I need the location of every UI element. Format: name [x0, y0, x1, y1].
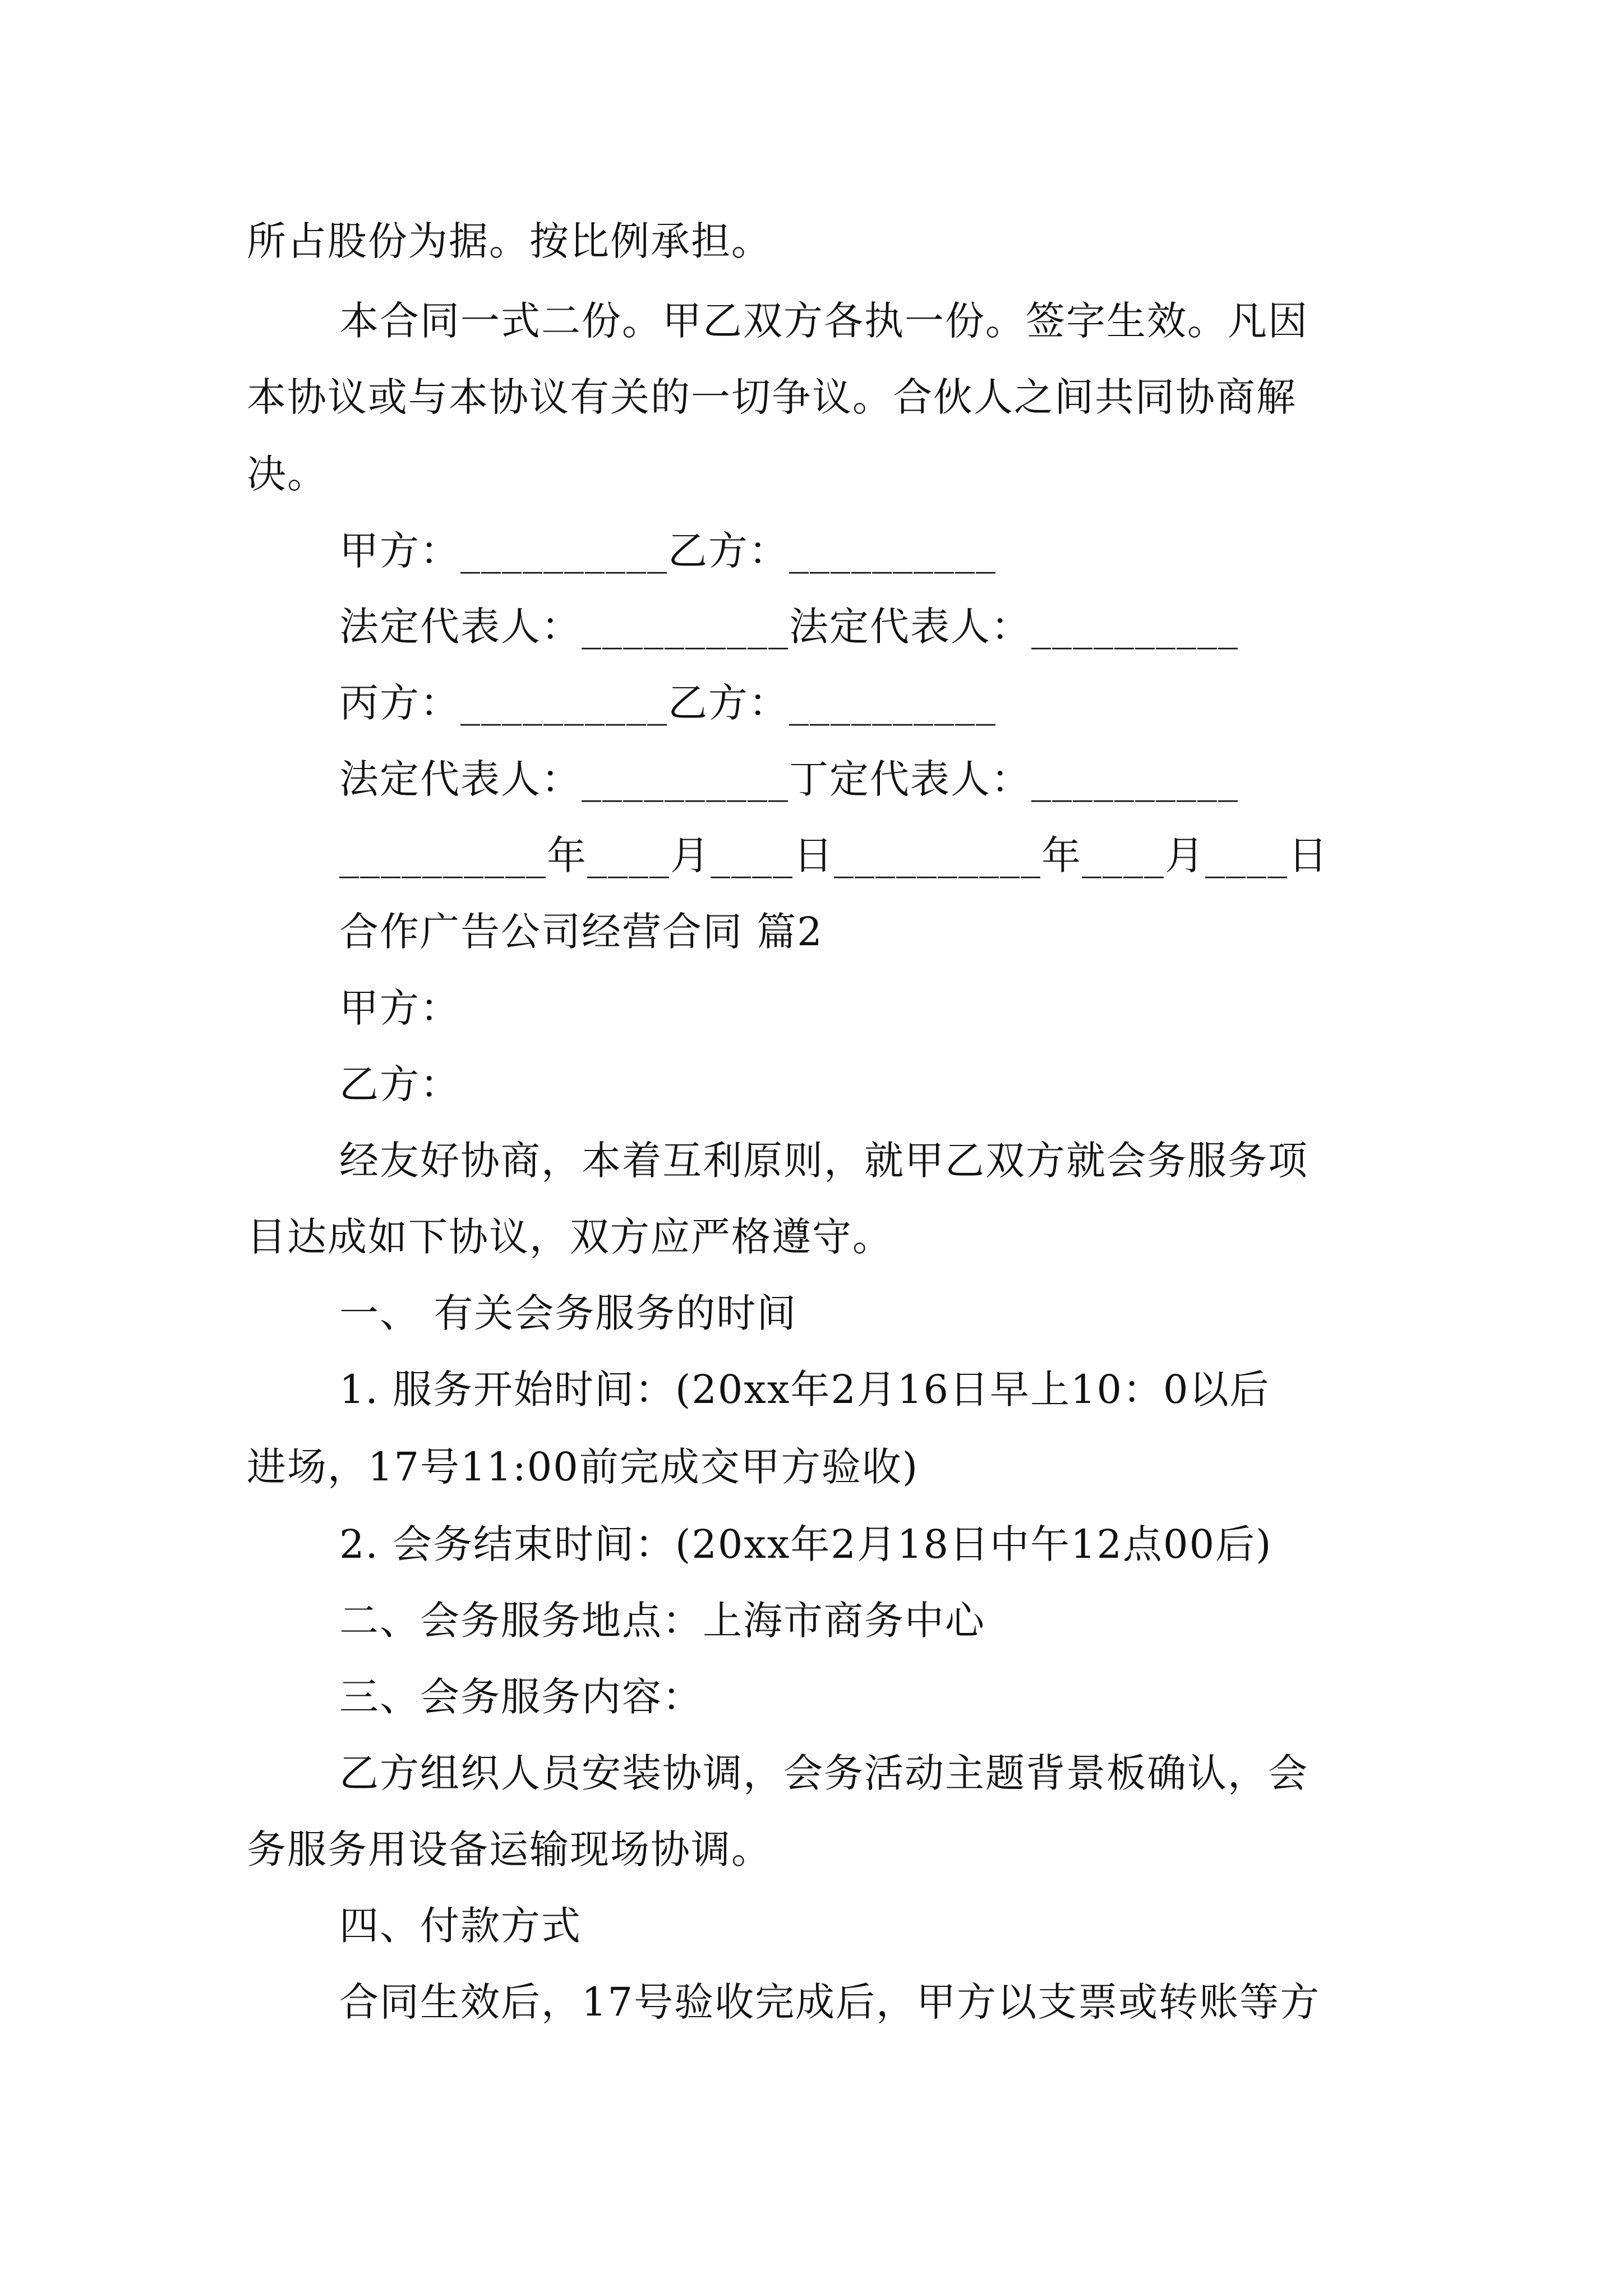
- text-line: 所占股份为据。按比例承担。: [247, 218, 772, 264]
- clause-heading: 四、付款方式: [339, 1903, 582, 1949]
- text-line: 合同生效后，17号验收完成后，甲方以支票或转账等方: [339, 1979, 1321, 2025]
- text-line: 进场，17号11:00前完成交甲方验收): [247, 1444, 919, 1490]
- clause-heading: 三、会务服务内容：: [339, 1674, 703, 1720]
- text-line: 2. 会务结束时间：(20xx年2月18日中午12点00后): [339, 1521, 1272, 1567]
- text-line: 本合同一式二份。甲乙双方各执一份。签字生效。凡因: [339, 298, 1308, 344]
- text-line: 乙方组织人员安装协调，会务活动主题背景板确认，会: [339, 1750, 1308, 1796]
- signature-line: 法定代表人：__________法定代表人：__________: [339, 604, 1239, 650]
- text-line: 目达成如下协议，双方应严格遵守。: [247, 1214, 893, 1260]
- date-line: __________年____月____日__________年____月____日: [339, 832, 1329, 878]
- text-line: 本协议或与本协议有关的一切争议。合伙人之间共同协商解: [247, 374, 1297, 420]
- clause-heading: 二、会务服务地点：上海市商务中心: [339, 1598, 985, 1644]
- text-line: 务服务用设备运输现场协调。: [247, 1826, 772, 1872]
- signature-line: 丙方：__________乙方：__________: [339, 680, 997, 726]
- party-a-label: 甲方：: [339, 985, 460, 1031]
- clause-heading: 一、 有关会务服务的时间: [339, 1290, 797, 1336]
- text-line: 1. 服务开始时间：(20xx年2月16日早上10：0以后: [339, 1366, 1270, 1412]
- text-line: 经友好协商，本着互利原则，就甲乙双方就会务服务项: [339, 1138, 1308, 1184]
- signature-line: 甲方：__________乙方：__________: [339, 528, 997, 574]
- section-title: 合作广告公司经营合同 篇2: [339, 909, 823, 955]
- text-line: 决。: [247, 451, 328, 497]
- signature-line: 法定代表人：__________丁定代表人：__________: [339, 756, 1239, 802]
- party-b-label: 乙方：: [339, 1061, 460, 1107]
